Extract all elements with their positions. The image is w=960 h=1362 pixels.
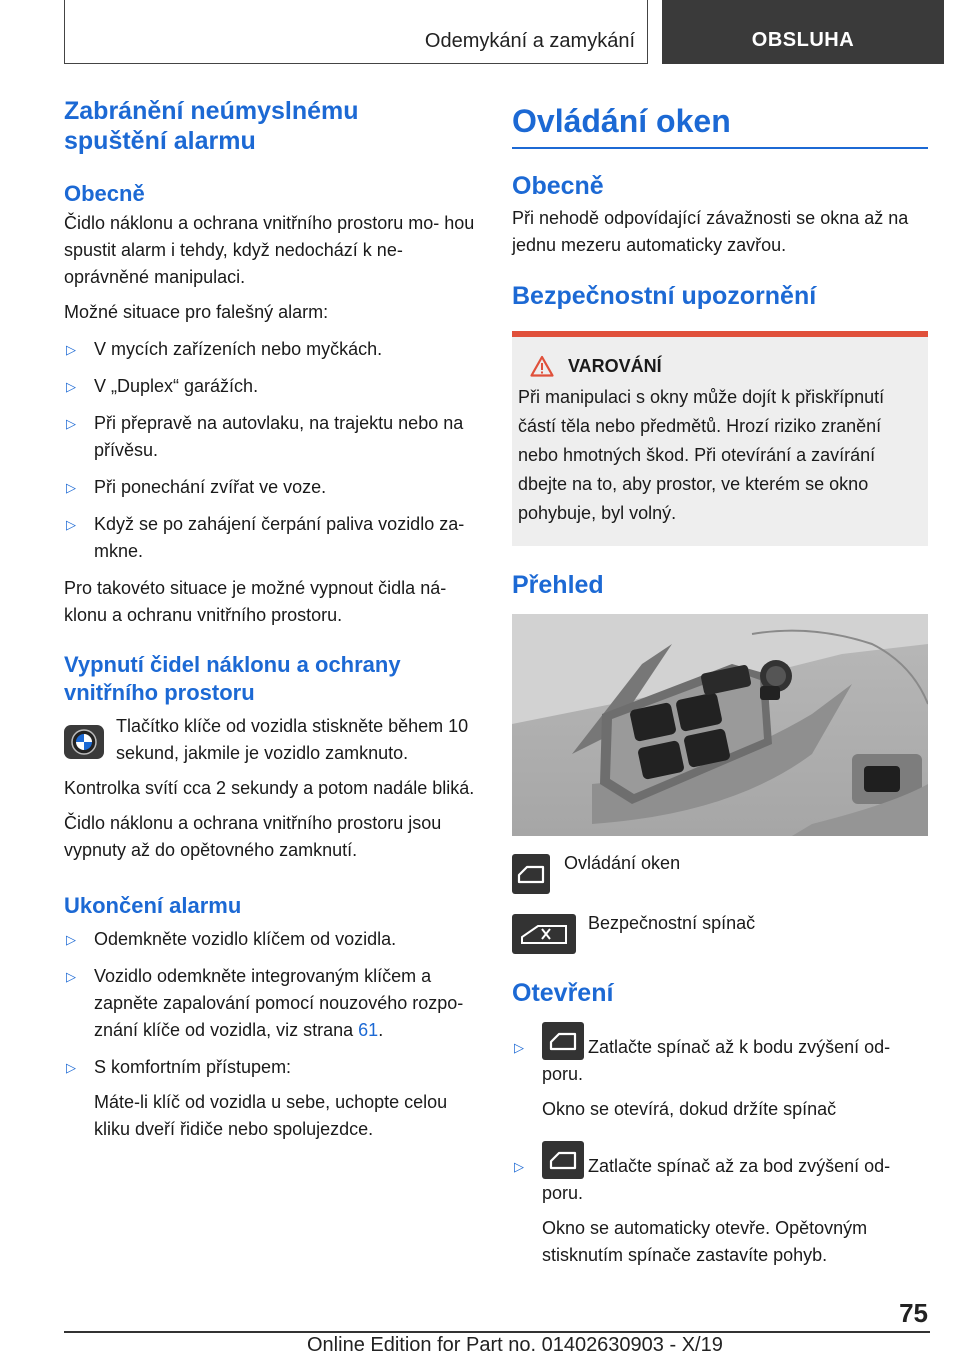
window-switch-icon bbox=[542, 1022, 584, 1060]
section-tab: OBSLUHA bbox=[662, 0, 944, 64]
legend-safety-label: Bezpečnostní spínač bbox=[588, 913, 756, 933]
footer-divider bbox=[64, 1331, 930, 1333]
legend-row-window bbox=[512, 854, 928, 894]
warning-text: Při manipulaci s okny může dojít k přiskřípnutí částí těla nebo předmětů. Hrozí riziko zranění nebo hmotných škod. Při otevírání a zavírání dbejte na to, aby prostor, ve kterém se okno pohybuje, byl volný. bbox=[518, 387, 885, 523]
page-number: 75 bbox=[899, 1298, 928, 1328]
list-item: ▷ Při ponechání zvířat ve voze. bbox=[64, 474, 484, 501]
heading-general-left: Obecně bbox=[64, 181, 145, 206]
list-item: ▷ S komfortním přístupem: bbox=[64, 1054, 484, 1081]
legend-window-label: Ovládání oken bbox=[564, 853, 681, 873]
warning-box bbox=[512, 331, 928, 546]
triangle-bullet-icon: ▷ bbox=[66, 932, 76, 947]
heading-general-right: Obecně bbox=[512, 172, 604, 200]
door-panel-photo bbox=[512, 614, 928, 836]
triangle-bullet-icon: ▷ bbox=[66, 1060, 76, 1075]
heading-overview: Přehled bbox=[512, 571, 604, 599]
chapter-title: Odemykání a zamykání bbox=[424, 30, 635, 52]
list-item: ▷ Při přepravě na autovlaku, na trajektu nebo na přívěsu. bbox=[64, 410, 484, 464]
switch-off-text: Pro takovéto situace je možné vypnout čidla ná- klonu a ochranu vnitřního prostoru. bbox=[64, 578, 447, 625]
triangle-bullet-icon: ▷ bbox=[66, 480, 76, 495]
triangle-bullet-icon: ▷ bbox=[66, 416, 76, 431]
warning-title: VAROVÁNÍ bbox=[568, 355, 662, 376]
legend-row-safety bbox=[512, 914, 928, 954]
list-item: ▷ Vozidlo odemkněte integrovaným klíčem a zapněte zapalování pomocí nouzového rozpo- znání klíče od vozidla, viz strana 61. bbox=[64, 963, 484, 1044]
edition-footer: Online Edition for Part no. 01402630903 - X/19 bbox=[307, 1334, 723, 1356]
bmw-key-icon bbox=[64, 713, 116, 767]
page-link[interactable]: 61 bbox=[358, 1020, 379, 1040]
general-text-left: Čidlo náklonu a ochrana vnitřního prostoru mo- hou spustit alarm i tehdy, když nedochází k ne- oprávněné manipulaci. bbox=[64, 213, 475, 287]
section-title-alarm: Zabránění neúmyslnému spuštění alarmu bbox=[64, 97, 359, 155]
false-alarm-list bbox=[64, 336, 484, 565]
list-item: ▷ Odemkněte vozidlo klíčem od vozidla. bbox=[64, 926, 484, 953]
comfort-access-text: Máte-li klíč od vozidla u sebe, uchopte celou kliku dveří řidiče nebo spolujezdce. bbox=[94, 1092, 448, 1139]
auto-open-step-sub: Okno se automaticky otevře. Opětovným stisknutím spínače zastavíte pohyb. bbox=[542, 1218, 868, 1265]
list-item bbox=[512, 1141, 928, 1269]
safety-switch-icon bbox=[512, 914, 576, 954]
right-column bbox=[512, 96, 928, 1269]
triangle-bullet-icon: ▷ bbox=[66, 379, 76, 394]
left-column bbox=[64, 96, 484, 1143]
heading-safety: Bezpečnostní upozornění bbox=[512, 282, 817, 310]
triangle-bullet-icon: ▷ bbox=[66, 969, 76, 984]
open-step-sub: Okno se otevírá, dokud držíte spínač bbox=[542, 1099, 837, 1119]
general-text-right: Při nehodě odpovídající závažnosti se okna až na jednu mezeru automaticky zavřou. bbox=[512, 208, 909, 255]
list-item: ▷ V „Duplex“ garážích. bbox=[64, 373, 484, 400]
end-alarm-list bbox=[64, 926, 484, 1143]
open-list bbox=[512, 1022, 928, 1269]
heading-end-alarm: Ukončení alarmu bbox=[64, 893, 242, 918]
false-alarm-intro: Možné situace pro falešný alarm: bbox=[64, 302, 329, 322]
triangle-bullet-icon: ▷ bbox=[514, 1040, 524, 1055]
list-item: ▷ Když se po zahájení čerpání paliva vozidlo za- mkne. bbox=[64, 511, 484, 565]
indicator-text: Kontrolka svítí cca 2 sekundy a potom nadále bliká. bbox=[64, 778, 475, 798]
open-step-text: Zatlačte spínač až k bodu zvýšení od- poru. bbox=[542, 1037, 891, 1084]
heading-open: Otevření bbox=[512, 979, 614, 1007]
triangle-bullet-icon: ▷ bbox=[514, 1159, 524, 1174]
heading-disable-sensors: Vypnutí čidel náklonu a ochrany vnitřního prostoru bbox=[64, 652, 401, 705]
warning-title-row bbox=[518, 355, 922, 377]
auto-open-step-text: Zatlačte spínač až za bod zvýšení od- poru. bbox=[542, 1156, 891, 1203]
window-switch-icon bbox=[542, 1141, 584, 1179]
window-switch-icon bbox=[512, 854, 550, 894]
list-item: ▷ V mycích zařízeních nebo myčkách. bbox=[64, 336, 484, 363]
key-button-text: Tlačítko klíče od vozidla stiskněte během 10 sekund, jakmile je vozidlo zamknuto. bbox=[116, 716, 469, 763]
header-box bbox=[64, 0, 648, 64]
list-item bbox=[512, 1022, 928, 1123]
triangle-bullet-icon: ▷ bbox=[66, 342, 76, 357]
key-button-row bbox=[64, 713, 484, 767]
section-title-windows: Ovládání oken bbox=[512, 103, 731, 139]
triangle-bullet-icon: ▷ bbox=[66, 517, 76, 532]
warning-triangle-icon bbox=[530, 355, 554, 377]
off-until-text: Čidlo náklonu a ochrana vnitřního prostoru jsou vypnuty až do opětovného zamknutí. bbox=[64, 813, 442, 860]
title-divider bbox=[512, 147, 928, 149]
